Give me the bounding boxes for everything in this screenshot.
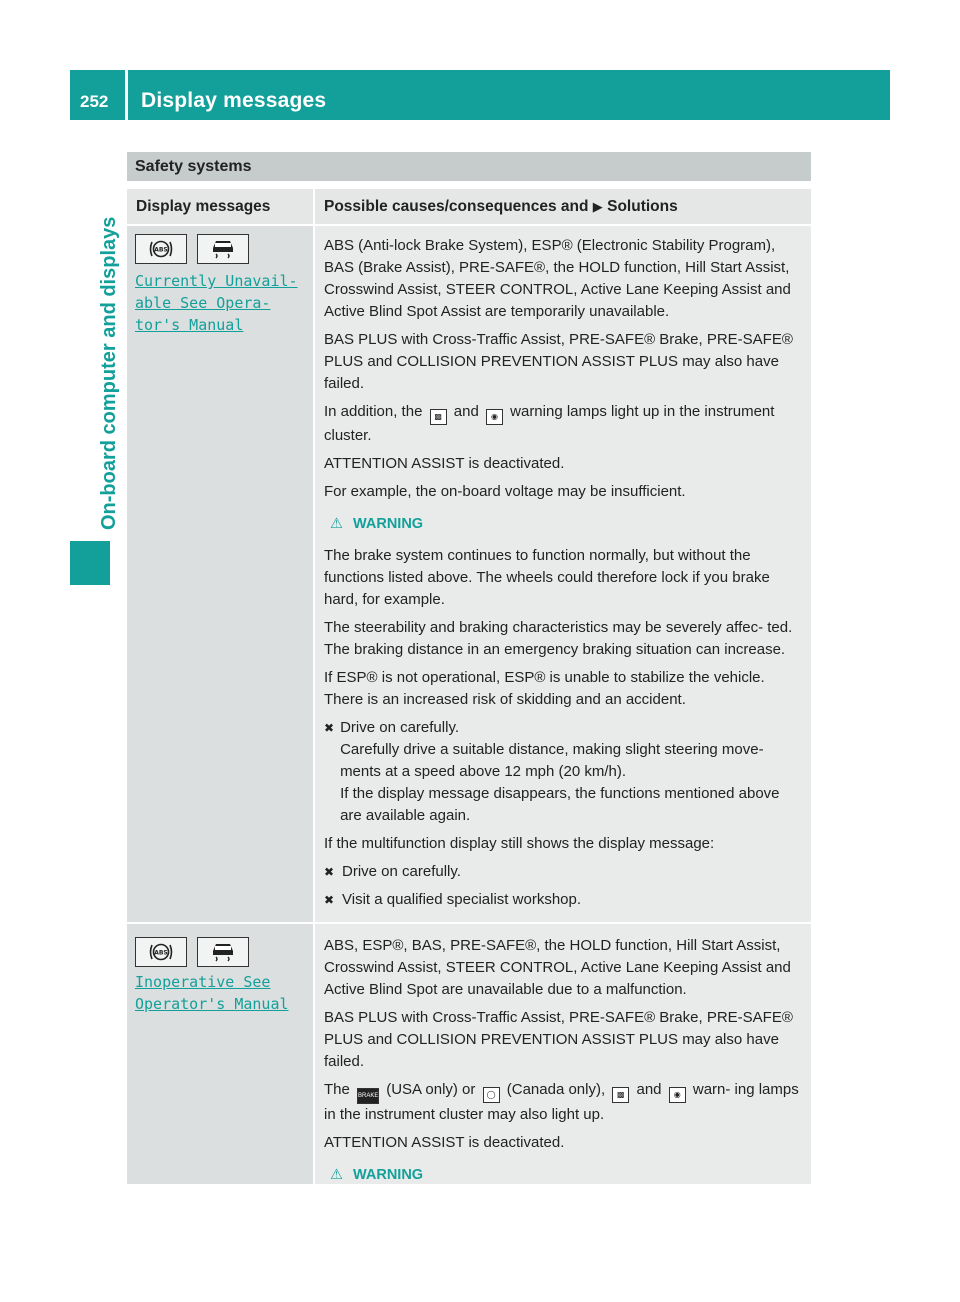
row2-warning-label: WARNING bbox=[353, 1167, 424, 1183]
svg-text:ABS: ABS bbox=[154, 949, 168, 957]
row2-paragraph-4: ATTENTION ASSIST is deactivated. bbox=[324, 1134, 565, 1151]
esp-skid-inline-icon: ▩ bbox=[430, 409, 447, 425]
column-header-solutions-suffix: Solutions bbox=[607, 198, 678, 215]
play-arrow-icon: ▶ bbox=[592, 199, 603, 214]
row1-warning-label: WARNING bbox=[353, 516, 424, 532]
row1-step-1-detail-2: If the display message disappears, the functions mentioned above are available again. bbox=[340, 785, 780, 824]
row1-paragraph-1: ABS (Anti-lock Brake System), ESP® (Electronic Stability Program), BAS (Brake Assist), PRE-SAFE®, the HOLD function, Hill Start Assist, Crosswind Assist, STEER CONTROL, Active Lane Keeping Assist and Active Blind Spot Assist are temporarily unavailable. bbox=[324, 237, 791, 320]
row1-warning-2: The steerability and braking characteristics may be severely affec‐ ted. The braking distance in an emergency braking situation can increase. bbox=[324, 619, 793, 658]
row1-paragraph-6: If the multifunction display still shows the display message: bbox=[324, 835, 715, 852]
row1-solution-text bbox=[324, 235, 804, 917]
abs-icon bbox=[135, 937, 187, 967]
row2-p3-end: warn‐ ing lamps in the instrument cluster may also light up. bbox=[324, 1081, 799, 1123]
row2-solution-text bbox=[324, 935, 804, 1196]
row2-p3-usa: (USA only) or bbox=[386, 1081, 476, 1098]
esp-skid-inline-icon: ▩ bbox=[612, 1087, 629, 1103]
row2-paragraph-2: BAS PLUS with Cross-Traffic Assist, PRE-SAFE® Brake, PRE-SAFE® PLUS and COLLISION PREVENTION ASSIST PLUS may also have failed. bbox=[324, 1009, 793, 1070]
page-number: 252 bbox=[80, 92, 109, 111]
row2-display-message: Inoperative See Operator's Manual bbox=[135, 973, 289, 1013]
row1-step-1-detail: Carefully drive a suitable distance, making slight steering move‐ ments at a speed above 12 mph (20 km/h). bbox=[340, 741, 764, 780]
row1-step-3 bbox=[324, 889, 804, 911]
step-arrow-icon: ✖ bbox=[324, 893, 335, 907]
row1-paragraph-2: BAS PLUS with Cross-Traffic Assist, PRE-SAFE® Brake, PRE-SAFE® PLUS and COLLISION PREVENTION ASSIST PLUS may also have failed. bbox=[324, 331, 793, 392]
abs-inline-icon: ◉ bbox=[669, 1087, 686, 1103]
row1-icons bbox=[135, 234, 249, 264]
row1-warning-3: If ESP® is not operational, ESP® is unable to stabilize the vehicle. There is an increased risk of skidding and an accident. bbox=[324, 669, 765, 708]
row1-step-1 bbox=[324, 717, 804, 827]
column-header-solutions-prefix: Possible causes/consequences and bbox=[324, 198, 589, 215]
row1-paragraph-4: ATTENTION ASSIST is deactivated. bbox=[324, 455, 565, 472]
row1-step-3-text: Visit a qualified specialist workshop. bbox=[342, 891, 582, 908]
row1-p3-and: and bbox=[453, 403, 479, 420]
esp-skid-icon bbox=[197, 234, 249, 264]
row1-step-1-text: Drive on carefully. bbox=[340, 719, 459, 736]
warning-triangle-icon: ⚠ bbox=[330, 1167, 343, 1183]
row2-paragraph-1: ABS, ESP®, BAS, PRE-SAFE®, the HOLD function, Hill Start Assist, Crosswind Assist, STEER CONTROL, Active Lane Keeping Assist and Active Blind Spot are unavailable due to a malfunction. bbox=[324, 937, 791, 998]
brake-icon: BRAKE bbox=[357, 1088, 379, 1104]
abs-icon bbox=[135, 234, 187, 264]
row1-step-2 bbox=[324, 861, 804, 883]
row2-p3-start: The bbox=[324, 1081, 350, 1098]
row1-display-message: Currently Unavail‐ able See Opera‐ tor's Manual bbox=[135, 272, 298, 334]
row1-p3-end: warning lamps light up in the instrument cluster. bbox=[324, 403, 775, 444]
step-arrow-icon: ✖ bbox=[324, 865, 335, 879]
side-chapter-label: On-board computer and displays bbox=[98, 216, 120, 530]
row1-p3-start: In addition, the bbox=[324, 403, 423, 420]
row2-p3-canada: (Canada only), bbox=[506, 1081, 606, 1098]
row2-warning-heading bbox=[330, 1164, 804, 1186]
abs-inline-icon: ◉ bbox=[486, 409, 503, 425]
row2-icons bbox=[135, 937, 249, 967]
warning-triangle-icon: ⚠ bbox=[330, 516, 343, 532]
step-arrow-icon: ✖ bbox=[324, 721, 335, 735]
row2-p3-and: and bbox=[636, 1081, 662, 1098]
row1-warning-heading bbox=[330, 513, 804, 535]
esp-skid-icon bbox=[197, 937, 249, 967]
row1-paragraph-5: For example, the on-board voltage may be insufficient. bbox=[324, 483, 686, 500]
row1-warning-1: The brake system continues to function normally, but without the functions listed above. The wheels could therefore lock if you brake hard, for example. bbox=[324, 547, 770, 608]
row1-paragraph-3 bbox=[324, 401, 804, 447]
column-header-solutions bbox=[315, 189, 811, 224]
row2-paragraph-3 bbox=[324, 1079, 804, 1126]
side-tab-marker bbox=[70, 541, 110, 585]
brake-circle-inline-icon: ◯ bbox=[483, 1087, 500, 1103]
header-divider bbox=[125, 70, 128, 120]
page-title: Display messages bbox=[141, 89, 327, 112]
svg-text:ABS: ABS bbox=[154, 246, 168, 254]
row1-step-2-text: Drive on carefully. bbox=[342, 863, 461, 880]
section-title: Safety systems bbox=[127, 152, 811, 181]
column-header-display-messages: Display messages bbox=[127, 189, 313, 224]
